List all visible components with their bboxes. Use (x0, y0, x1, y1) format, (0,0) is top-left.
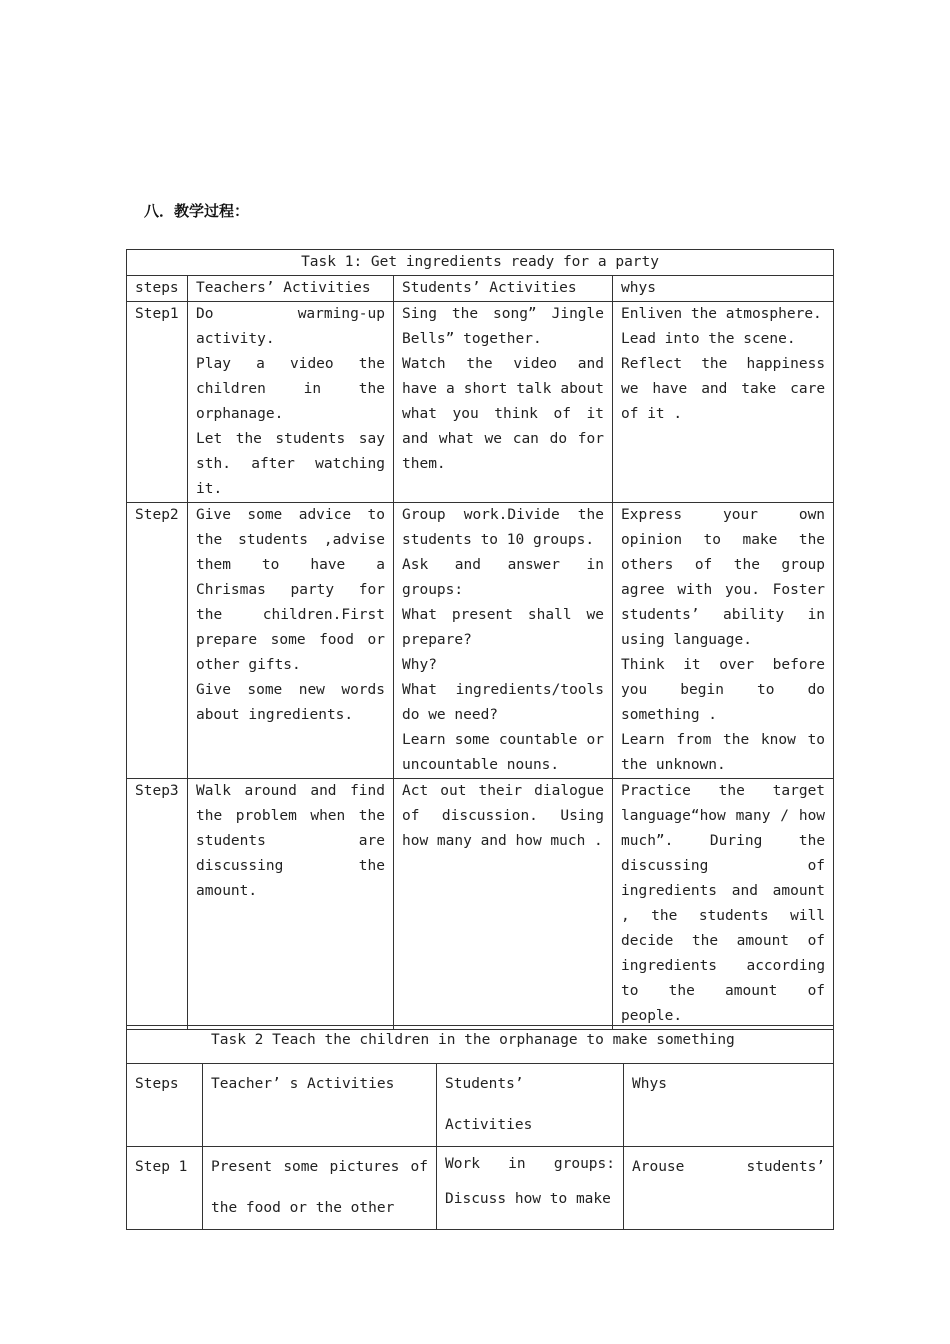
teacher-activity: Walk around and find the problem when the students are discussing the amount. (188, 779, 394, 1030)
task2-header-row (127, 1064, 834, 1147)
step-label: Step2 (127, 503, 188, 779)
task2-title: Task 2 Teach the children in the orphanage to make something (127, 1026, 834, 1064)
teacher-activity: Present some pictures of the food or the other (203, 1147, 437, 1230)
header-steps: Steps (127, 1064, 203, 1147)
task1-header-row (127, 276, 834, 302)
header-steps: steps (127, 276, 188, 302)
task1-row-step1 (127, 302, 834, 503)
step-label: Step1 (127, 302, 188, 503)
header-whys: Whys (624, 1064, 834, 1147)
whys-text: Enliven the atmosphere. Lead into the scene. Reflect the happiness we have and take care of it . (613, 302, 834, 503)
task1-row-step3 (127, 779, 834, 1030)
header-student-activities: Students’ Activities (437, 1064, 624, 1147)
whys-text: Express your own opinion to make the others of the group agree with you. Foster students’ ability in using language. Think it over before you begin to do something . Learn from the know to the unknown. (613, 503, 834, 779)
step-label: Step3 (127, 779, 188, 1030)
header-teacher-activities: Teachers’ Activities (188, 276, 394, 302)
teacher-activity: Give some advice to the students ,advise them to have a Chrismas party for the children.First prepare some food or other gifts. Give some new words about ingredients. (188, 503, 394, 779)
whys-text: Practice the target language“how many / how much”. During the discussing of ingredients and amount , the students will decide the amount of ingredients according to the amount of people. (613, 779, 834, 1030)
student-activity: Act out their dialogue of discussion. Using how many and how much . (394, 779, 613, 1030)
student-activity: Sing the song” Jingle Bells” together. Watch the video and have a short talk about what you think of it and what we can do for them. (394, 302, 613, 503)
task1-row-step2 (127, 503, 834, 779)
task1-table (126, 249, 834, 1030)
header-teacher-activities: Teacher’ s Activities (203, 1064, 437, 1147)
section-heading: 八．教学过程： (144, 202, 250, 220)
teacher-activity: Do warming-up activity. Play a video the children in the orphanage. Let the students say sth. after watching it. (188, 302, 394, 503)
header-student-activities: Students’ Activities (394, 276, 613, 302)
task1-title: Task 1: Get ingredients ready for a party (127, 250, 834, 276)
step-label: Step 1 (127, 1147, 203, 1230)
task2-table (126, 1025, 834, 1230)
student-activity: Work in groups: Discuss how to make (437, 1147, 624, 1230)
task2-row-step1 (127, 1147, 834, 1230)
whys-text: Arouse students’ (624, 1147, 834, 1230)
student-activity: Group work.Divide the students to 10 groups. Ask and answer in groups: What present shall we prepare? Why? What ingredients/tools do we need? Learn some countable or uncountable nouns. (394, 503, 613, 779)
header-whys: whys (613, 276, 834, 302)
